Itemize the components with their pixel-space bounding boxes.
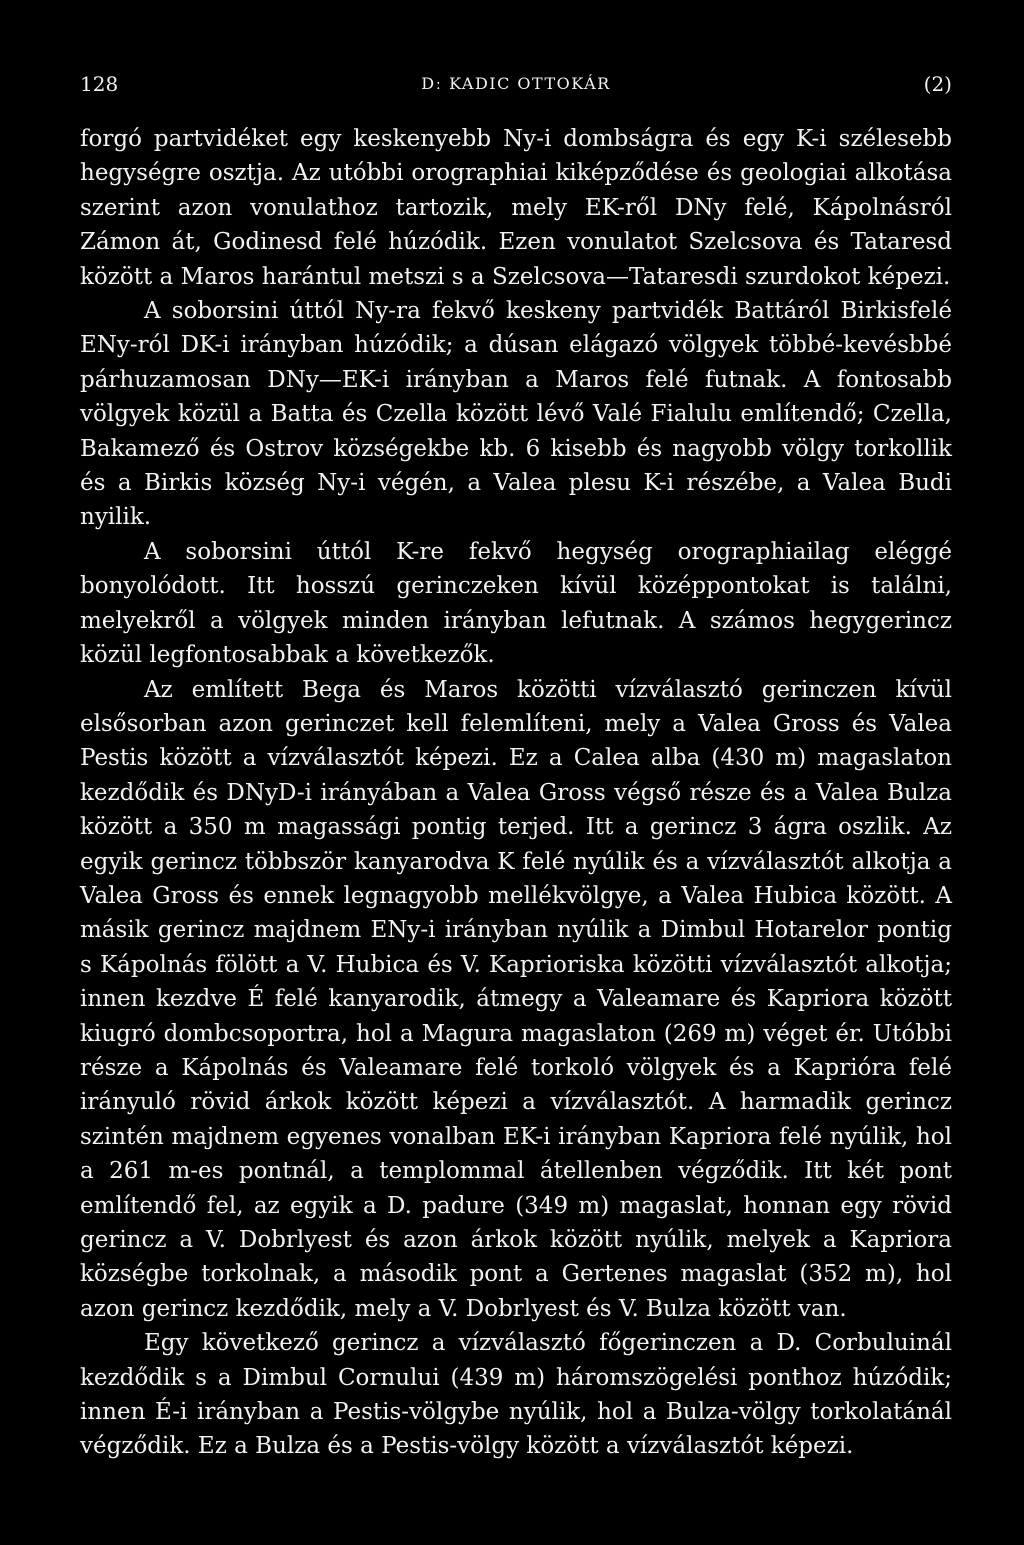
body-text	[80, 122, 952, 1464]
paragraph-1: forgó partvidéket egy keskenyebb Ny-i dombságra és egy K-i szélesebb hegységre osztja. Az utóbbi orographiai kiképződése és geologiai alkotása szerint azon vonulathoz tartozik, mely EK-ről DNy felé, Kápolnásról Zámon át, Godinesd felé húzódik. Ezen vonulatot Szelcsova és Tataresd között a Maros harántul metszi s a Szelcsova—Tataresdi szurdokot képezi.	[80, 126, 952, 290]
page-number: 128	[80, 72, 119, 96]
paragraph-3: A soborsini úttól K-re fekvő hegység orographiailag eléggé bonyolódott. Itt hosszú gerinczeken kívül középpontokat is találni, melyekről a völgyek minden irányban lefutnak. A számos hegygerincz közül legfontosabbak a következők.	[80, 538, 952, 669]
running-head	[80, 72, 952, 102]
running-head-author: Dː KADIC OTTOKÁR	[421, 74, 611, 93]
section-number: (2)	[923, 72, 952, 96]
paragraph-5: Egy következő gerincz a vízválasztó főgerinczen a D. Corbuluinál kezdődik s a Dimbul Cornului (439 m) háromszögelési ponthoz húzódik; innen É-i irányban a Pestis-völgybe nyúlik, hol a Bulza-völgy torkolatánál végződik. Ez a Bulza és a Pestis-völgy között a vízválasztót képezi.	[80, 1330, 952, 1460]
paragraph-2: A soborsini úttól Ny-ra fekvő keskeny partvidék Battáról Birkisfelé ENy-ról DK-i irányban húzódik; a dúsan elágazó völgyek többé-kevésbbé párhuzamosan DNy—EK-i irányban a Maros felé futnak. A fontosabb völgyek közül a Batta és Czella között lévő Valé Fialulu említendő; Czella, Bakamező és Ostrov községekbe kb. 6 kisebb és nagyobb völgy torkollik és a Birkis község Ny-i végén, a Valea plesu K-i részébe, a Valea Budi nyilik.	[80, 298, 952, 531]
paragraph-4: Az említett Bega és Maros közötti vízválasztó gerinczen kívül elsősorban azon gerinczet kell felemlíteni, mely a Valea Gross és Valea Pestis között a vízválasztót képezi. Ez a Calea alba (430 m) magaslaton kezdődik és DNyD-i irányában a Valea Gross végső része és a Valea Bulza között a 350 m magassági pontig terjed. Itt a gerincz 3 ágra oszlik. Az egyik gerincz többször kanyarodva K felé nyúlik és a vízválasztót alkotja a Valea Gross és ennek legnagyobb mellékvölgye, a Valea Hubica között. A másik gerincz majdnem ENy-i irányban nyúlik a Dimbul Hotarelor pontig s Kápolnás fölött a V. Hubica és V. Kaprioriska közötti vízválasztót alkotja; innen kezdve É felé kanyarodik, átmegy a Valeamare és Kapriora között kiugró dombcsoportra, hol a Magura magaslaton (269 m) véget ér. Utóbbi része a Kápolnás és Valeamare felé torkoló völgyek és a Kaprióra felé irányuló rövid árkok között képezi a vízválasztót. A harmadik gerincz szintén majdnem egyenes vonalban EK-i irányban Kapriora felé nyúlik, hol a 261 m-es pontnál, a templommal átellenben végződik. Itt két pont említendő fel, az egyik a D. padure (349 m) magaslat, honnan egy rövid gerincz a V. Dobrlyest és azon árkok között nyúlik, melyek a Kapriora községbe torkolnak, a második pont a Gertenes magaslat (352 m), hol azon gerincz kezdődik, mely a V. Dobrlyest és V. Bulza között van.	[80, 676, 952, 1322]
